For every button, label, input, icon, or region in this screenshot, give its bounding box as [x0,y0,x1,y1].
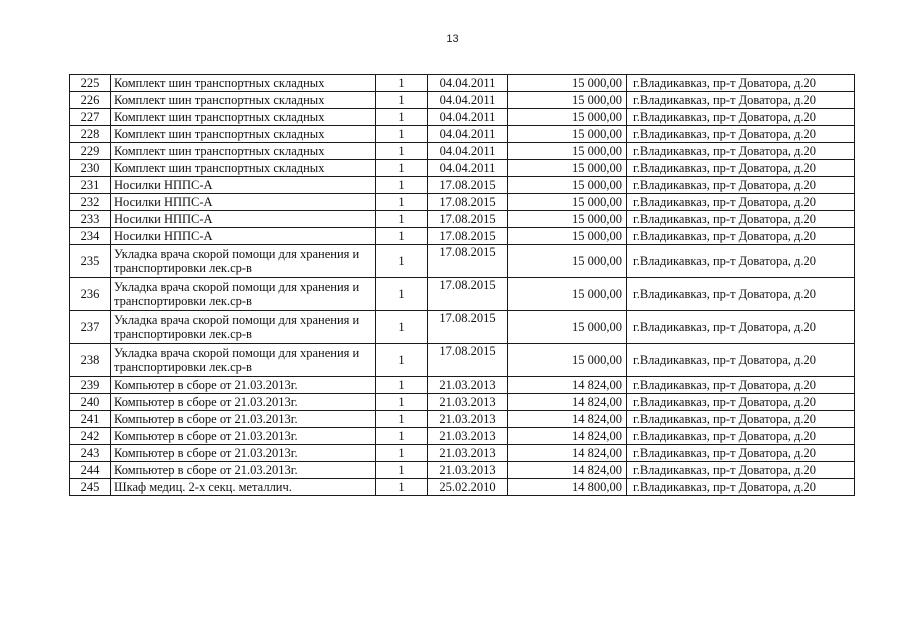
quantity-cell: 1 [376,245,428,278]
item-name-cell: Укладка врача скорой помощи для хранения и транспортировки лек.ср-в [111,311,376,344]
table-row [70,160,855,177]
table-row [70,177,855,194]
date-cell: 17.08.2015 [428,194,508,211]
row-number-cell: 242 [70,428,111,445]
item-name-cell: Шкаф медиц. 2-х секц. металлич. [111,479,376,496]
date-cell: 21.03.2013 [428,428,508,445]
quantity-cell: 1 [376,126,428,143]
price-cell: 15 000,00 [508,228,627,245]
item-name-cell: Компьютер в сборе от 21.03.2013г. [111,462,376,479]
quantity-cell: 1 [376,278,428,311]
date-cell: 17.08.2015 [428,278,508,311]
item-name-cell: Комплект шин транспортных складных [111,92,376,109]
row-number-cell: 232 [70,194,111,211]
address-cell: г.Владикавказ, пр-т Доватора, д.20 [627,394,855,411]
quantity-cell: 1 [376,177,428,194]
table-row [70,245,855,278]
item-name-cell: Укладка врача скорой помощи для хранения и транспортировки лек.ср-в [111,278,376,311]
price-cell: 15 000,00 [508,177,627,194]
table-row [70,109,855,126]
row-number-cell: 240 [70,394,111,411]
price-cell: 14 824,00 [508,428,627,445]
item-name-cell: Комплект шин транспортных складных [111,160,376,177]
table-row [70,311,855,344]
row-number-cell: 230 [70,160,111,177]
price-cell: 15 000,00 [508,109,627,126]
quantity-cell: 1 [376,377,428,394]
date-cell: 04.04.2011 [428,143,508,160]
date-cell: 25.02.2010 [428,479,508,496]
date-cell: 04.04.2011 [428,109,508,126]
item-name-cell: Компьютер в сборе от 21.03.2013г. [111,411,376,428]
address-cell: г.Владикавказ, пр-т Доватора, д.20 [627,445,855,462]
item-name-cell: Комплект шин транспортных складных [111,126,376,143]
item-name-cell: Носилки НППС-А [111,228,376,245]
price-cell: 15 000,00 [508,278,627,311]
table-row [70,228,855,245]
date-cell: 21.03.2013 [428,462,508,479]
price-cell: 15 000,00 [508,245,627,278]
date-cell: 17.08.2015 [428,245,508,278]
table-row [70,278,855,311]
row-number-cell: 239 [70,377,111,394]
table-row [70,462,855,479]
row-number-cell: 238 [70,344,111,377]
row-number-cell: 245 [70,479,111,496]
row-number-cell: 226 [70,92,111,109]
address-cell: г.Владикавказ, пр-т Доватора, д.20 [627,228,855,245]
date-cell: 04.04.2011 [428,75,508,92]
quantity-cell: 1 [376,75,428,92]
page-number: 13 [446,33,459,45]
price-cell: 14 800,00 [508,479,627,496]
date-cell: 21.03.2013 [428,377,508,394]
price-cell: 15 000,00 [508,143,627,160]
quantity-cell: 1 [376,143,428,160]
table-row [70,428,855,445]
quantity-cell: 1 [376,211,428,228]
table-row [70,75,855,92]
quantity-cell: 1 [376,92,428,109]
row-number-cell: 237 [70,311,111,344]
address-cell: г.Владикавказ, пр-т Доватора, д.20 [627,177,855,194]
address-cell: г.Владикавказ, пр-т Доватора, д.20 [627,109,855,126]
table-row [70,126,855,143]
inventory-table [69,74,855,496]
quantity-cell: 1 [376,109,428,126]
item-name-cell: Компьютер в сборе от 21.03.2013г. [111,445,376,462]
date-cell: 04.04.2011 [428,126,508,143]
date-cell: 04.04.2011 [428,160,508,177]
date-cell: 04.04.2011 [428,92,508,109]
quantity-cell: 1 [376,228,428,245]
item-name-cell: Укладка врача скорой помощи для хранения и транспортировки лек.ср-в [111,245,376,278]
table-row [70,394,855,411]
table-row [70,143,855,160]
address-cell: г.Владикавказ, пр-т Доватора, д.20 [627,143,855,160]
date-cell: 17.08.2015 [428,344,508,377]
price-cell: 15 000,00 [508,160,627,177]
date-cell: 17.08.2015 [428,211,508,228]
date-cell: 17.08.2015 [428,311,508,344]
address-cell: г.Владикавказ, пр-т Доватора, д.20 [627,245,855,278]
row-number-cell: 243 [70,445,111,462]
table-row [70,344,855,377]
row-number-cell: 235 [70,245,111,278]
quantity-cell: 1 [376,445,428,462]
price-cell: 15 000,00 [508,311,627,344]
quantity-cell: 1 [376,394,428,411]
quantity-cell: 1 [376,311,428,344]
quantity-cell: 1 [376,411,428,428]
address-cell: г.Владикавказ, пр-т Доватора, д.20 [627,160,855,177]
quantity-cell: 1 [376,194,428,211]
row-number-cell: 236 [70,278,111,311]
quantity-cell: 1 [376,479,428,496]
row-number-cell: 229 [70,143,111,160]
table-row [70,479,855,496]
price-cell: 14 824,00 [508,411,627,428]
item-name-cell: Носилки НППС-А [111,177,376,194]
address-cell: г.Владикавказ, пр-т Доватора, д.20 [627,278,855,311]
date-cell: 21.03.2013 [428,445,508,462]
address-cell: г.Владикавказ, пр-т Доватора, д.20 [627,92,855,109]
quantity-cell: 1 [376,344,428,377]
address-cell: г.Владикавказ, пр-т Доватора, д.20 [627,377,855,394]
table-row [70,92,855,109]
address-cell: г.Владикавказ, пр-т Доватора, д.20 [627,311,855,344]
price-cell: 15 000,00 [508,126,627,143]
date-cell: 21.03.2013 [428,411,508,428]
table-row [70,411,855,428]
table-row [70,377,855,394]
item-name-cell: Компьютер в сборе от 21.03.2013г. [111,377,376,394]
row-number-cell: 244 [70,462,111,479]
address-cell: г.Владикавказ, пр-т Доватора, д.20 [627,126,855,143]
date-cell: 17.08.2015 [428,177,508,194]
address-cell: г.Владикавказ, пр-т Доватора, д.20 [627,344,855,377]
item-name-cell: Компьютер в сборе от 21.03.2013г. [111,394,376,411]
price-cell: 15 000,00 [508,211,627,228]
row-number-cell: 231 [70,177,111,194]
quantity-cell: 1 [376,160,428,177]
address-cell: г.Владикавказ, пр-т Доватора, д.20 [627,428,855,445]
price-cell: 15 000,00 [508,194,627,211]
table-row [70,445,855,462]
item-name-cell: Укладка врача скорой помощи для хранения и транспортировки лек.ср-в [111,344,376,377]
quantity-cell: 1 [376,428,428,445]
price-cell: 14 824,00 [508,377,627,394]
item-name-cell: Носилки НППС-А [111,211,376,228]
item-name-cell: Носилки НППС-А [111,194,376,211]
address-cell: г.Владикавказ, пр-т Доватора, д.20 [627,411,855,428]
price-cell: 15 000,00 [508,92,627,109]
row-number-cell: 227 [70,109,111,126]
address-cell: г.Владикавказ, пр-т Доватора, д.20 [627,479,855,496]
address-cell: г.Владикавказ, пр-т Доватора, д.20 [627,194,855,211]
row-number-cell: 233 [70,211,111,228]
date-cell: 21.03.2013 [428,394,508,411]
row-number-cell: 234 [70,228,111,245]
inventory-table-body [70,75,855,496]
date-cell: 17.08.2015 [428,228,508,245]
address-cell: г.Владикавказ, пр-т Доватора, д.20 [627,462,855,479]
item-name-cell: Комплект шин транспортных складных [111,109,376,126]
address-cell: г.Владикавказ, пр-т Доватора, д.20 [627,211,855,228]
price-cell: 14 824,00 [508,462,627,479]
price-cell: 14 824,00 [508,445,627,462]
address-cell: г.Владикавказ, пр-т Доватора, д.20 [627,75,855,92]
item-name-cell: Компьютер в сборе от 21.03.2013г. [111,428,376,445]
table-row [70,194,855,211]
row-number-cell: 225 [70,75,111,92]
item-name-cell: Комплект шин транспортных складных [111,75,376,92]
row-number-cell: 241 [70,411,111,428]
table-row [70,211,855,228]
price-cell: 15 000,00 [508,344,627,377]
price-cell: 15 000,00 [508,75,627,92]
row-number-cell: 228 [70,126,111,143]
price-cell: 14 824,00 [508,394,627,411]
quantity-cell: 1 [376,462,428,479]
item-name-cell: Комплект шин транспортных складных [111,143,376,160]
